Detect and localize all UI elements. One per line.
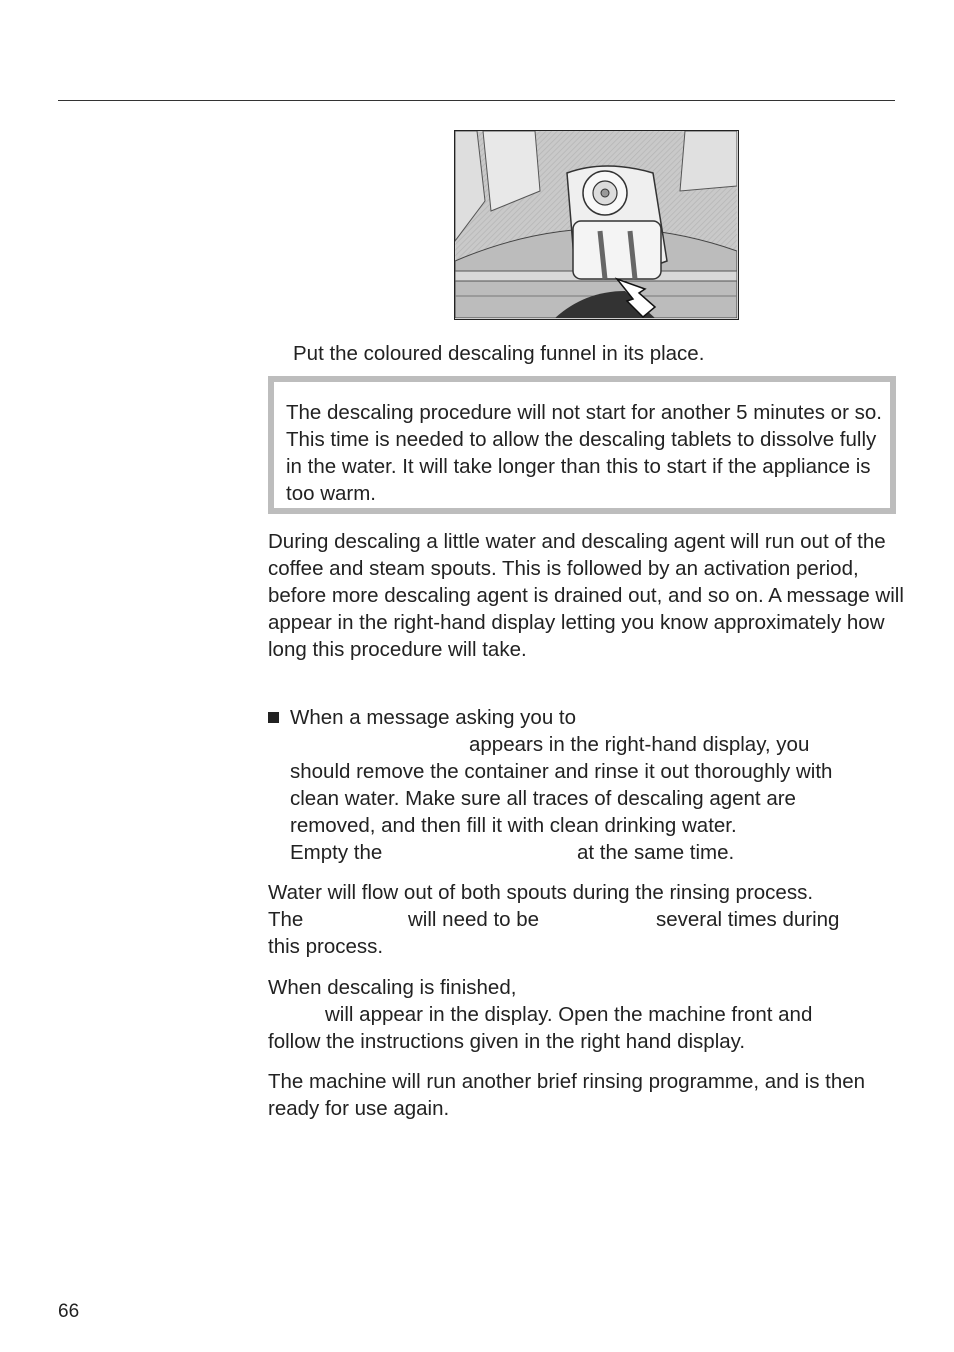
rinsing-line-3: this process. xyxy=(268,935,384,958)
bullet-line-3: should remove the container and rinse it out thoroughly with xyxy=(290,760,833,783)
header-rule xyxy=(58,100,895,101)
rinsing-line-2b: will need to be xyxy=(408,908,540,931)
bullet-square-icon xyxy=(268,712,279,723)
descaling-paragraph: During descaling a little water and descaling agent will run out of the coffee and steam spouts. This is followed by an activation period, before more descaling agent is drained out, and so on. A message will appear in the right-hand display letting you know approximately how long this procedure will take. xyxy=(268,530,904,661)
descaling-funnel-illustration xyxy=(454,130,739,320)
note-text: The descaling procedure will not start for another 5 minutes or so. This time is needed to allow the descaling tablets to dissolve fully in the water. It will take longer than this to start if the appliance is too warm. xyxy=(286,401,882,505)
bullet-line-5: removed, and then fill it with clean drinking water. xyxy=(290,814,737,837)
final-paragraph: The machine will run another brief rinsing programme, and is then ready for use again. xyxy=(268,1070,866,1120)
finished-line-1: When descaling is finished, xyxy=(268,976,517,999)
bullet-line-4: clean water. Make sure all traces of descaling agent are xyxy=(290,787,796,810)
bullet-line-6b: at the same time. xyxy=(577,841,735,864)
bullet-line-6a: Empty the xyxy=(290,841,383,864)
page-number: 66 xyxy=(58,1301,80,1322)
bullet-line-1: When a message asking you to xyxy=(290,706,577,729)
rinsing-line-1: Water will flow out of both spouts during the rinsing process. xyxy=(268,881,814,904)
rinsing-line-2c: several times during xyxy=(656,908,840,931)
finished-line-2: will appear in the display. Open the machine front and xyxy=(325,1003,813,1026)
finished-line-3: follow the instructions given in the right hand display. xyxy=(268,1030,746,1053)
funnel-drawing xyxy=(455,131,737,318)
note-box xyxy=(268,376,896,514)
figure-caption: Put the coloured descaling funnel in its place. xyxy=(293,342,705,365)
bullet-line-2: appears in the right-hand display, you xyxy=(469,733,810,756)
rinsing-line-2a: The xyxy=(268,908,304,931)
